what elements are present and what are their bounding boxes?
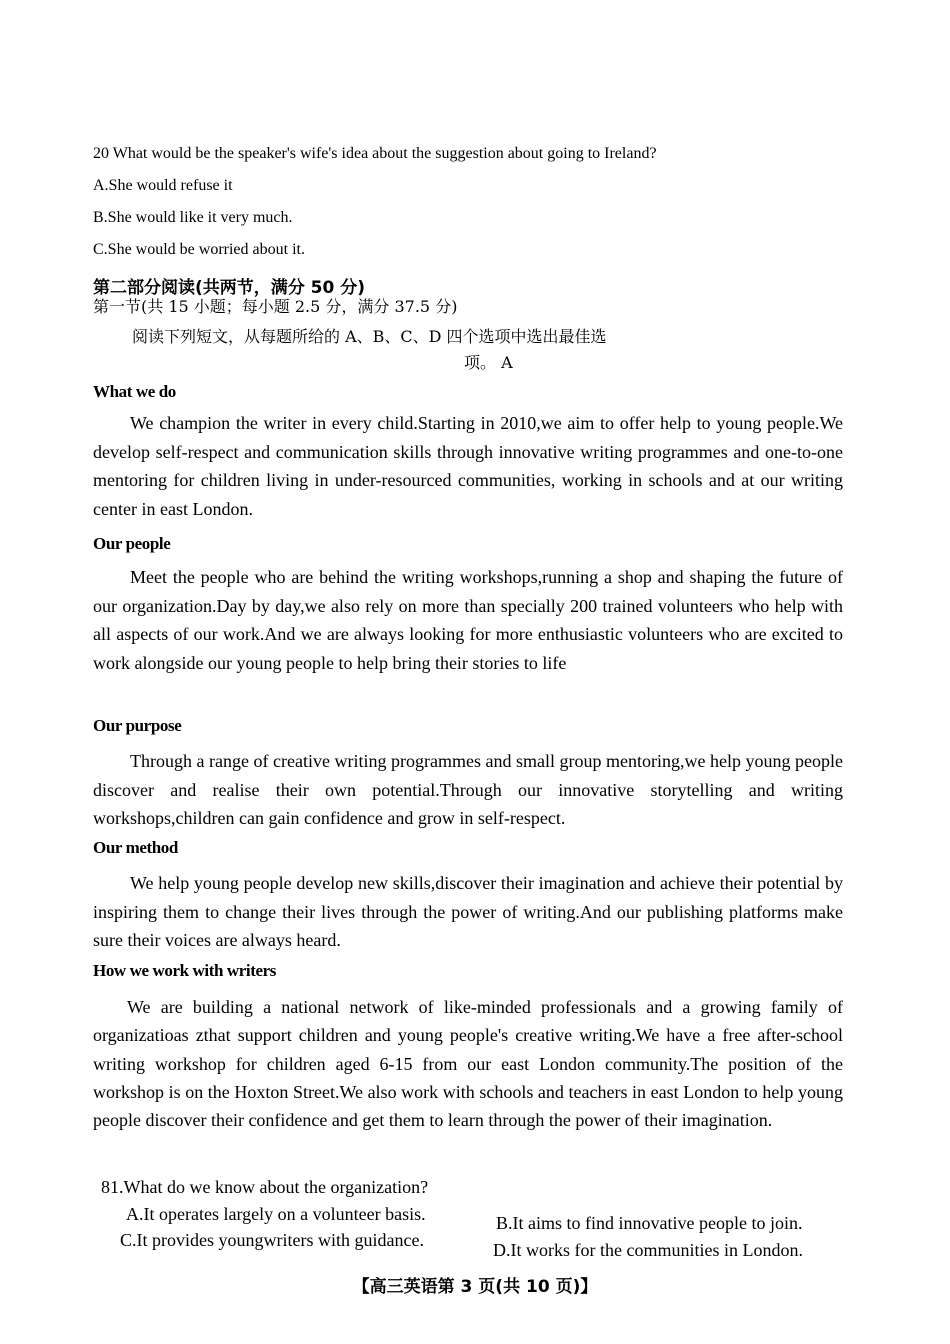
question-81-option-b: B.It aims to find innovative people to join. bbox=[496, 1213, 803, 1233]
heading-what-we-do: What we do bbox=[93, 382, 176, 401]
paragraph-our-purpose: Through a range of creative writing programmes and small group mentoring,we help young people discover and realise their own potential.Through our innovative storytelling and writing workshops,children can gain confidence and grow in self-respect. bbox=[93, 751, 843, 829]
heading-our-people: Our people bbox=[93, 534, 171, 553]
paragraph-our-people: Meet the people who are behind the writing workshops,running a shop and shaping the future of our organization.Day by day,we also rely on more than specially 200 trained volunteers who help with all aspects of our work.And we are always looking for more enthusiastic volunteers who are excited to work alongside our young people to help bring their stories to life bbox=[93, 567, 843, 673]
paragraph-what-we-do: We champion the writer in every child.Starting in 2010,we aim to offer help to young people.We develop self-respect and communication skills through innovative writing programmes and one-to-one mentoring for children living in under-resourced communities, working in schools and at our writing center in east London. bbox=[93, 413, 843, 519]
question-81-stem: 81.What do we know about the organization? bbox=[101, 1177, 429, 1197]
question-20-option-a: A.She would refuse it bbox=[93, 177, 233, 194]
instruction-line-1: 阅读下列短文，从每题所给的 A、B、C、D 四个选项中选出最佳选 bbox=[132, 327, 607, 346]
question-20-option-c: C.She would be worried about it. bbox=[93, 241, 305, 258]
instruction-line-2: 项。 A bbox=[464, 353, 513, 372]
question-20-option-b: B.She would like it very much. bbox=[93, 209, 293, 226]
heading-our-purpose: Our purpose bbox=[93, 716, 182, 735]
paragraph-how-we-work: We are building a national network of like-minded professionals and a growing family of organizatioas zthat support children and young people's creative writing.We have a free after-school writing workshop for children aged 6-15 from our east London community.The position of the workshop is on the Hoxton Street.We also work with schools and teachers in east London to help young people discover their confidence and get them to learn through the power of their imagination. bbox=[93, 997, 843, 1131]
question-81-option-c: C.It provides youngwriters with guidance. bbox=[120, 1230, 424, 1250]
section-subtitle: 第一节(共 15 小题；每小题 2.5 分，满分 37.5 分) bbox=[93, 297, 458, 316]
heading-how-we-work: How we work with writers bbox=[93, 961, 277, 980]
question-20-stem: 20 What would be the speaker's wife's idea about the suggestion about going to Ireland? bbox=[93, 145, 657, 162]
paragraph-our-method: We help young people develop new skills,discover their imagination and achieve their potential by inspiring them to change their lives through the power of writing.And our publishing platforms make sure their voices are always heard. bbox=[93, 873, 843, 951]
question-81-option-a: A.It operates largely on a volunteer basis. bbox=[126, 1204, 426, 1224]
heading-our-method: Our method bbox=[93, 838, 178, 857]
question-81-option-d: D.It works for the communities in London. bbox=[493, 1240, 803, 1260]
section-title: 第二部分阅读(共两节，满分 50 分) bbox=[93, 278, 366, 298]
page-footer: 【高三英语第 3 页(共 10 页)】 bbox=[352, 1277, 598, 1297]
